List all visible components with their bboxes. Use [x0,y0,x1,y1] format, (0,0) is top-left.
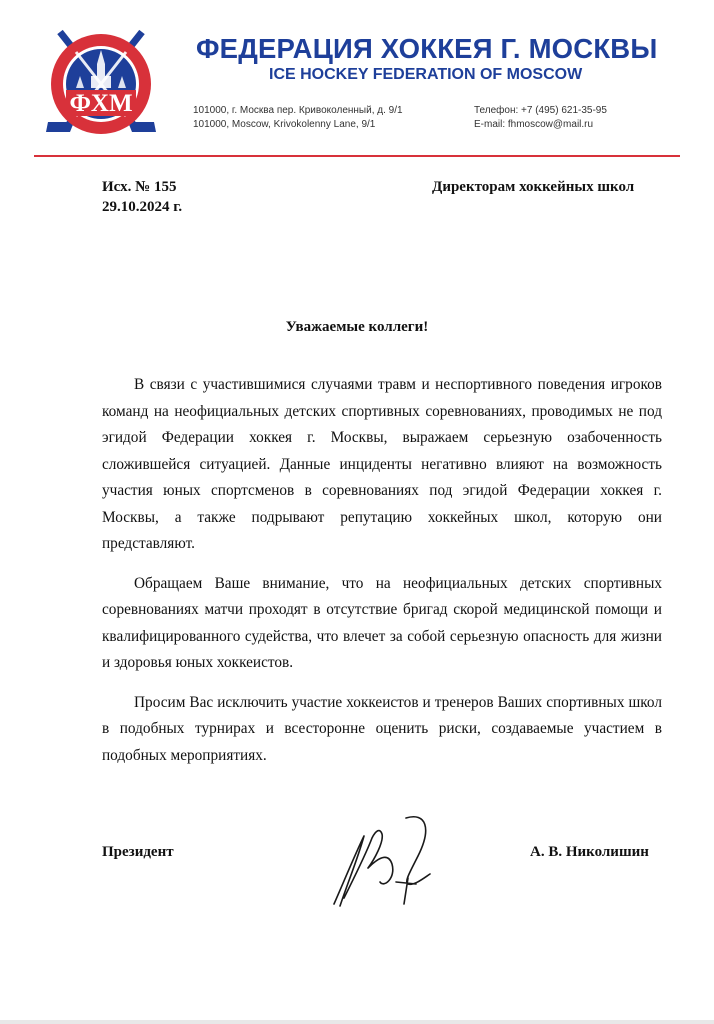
org-name-en: ICE HOCKEY FEDERATION OF MOSCOW [269,66,583,83]
reference-date: 29.10.2024 г. [102,199,183,215]
handwritten-signature-icon [322,808,452,912]
header-divider [34,155,680,157]
reference-block [102,177,182,217]
email: E-mail: fhmoscow@mail.ru [474,118,594,130]
contacts-block [474,104,607,131]
signatory-name: А. В. Николишин [530,844,649,860]
paragraph: Просим Вас исключить участие хоккеистов и тренеров Ваших спортивных школ в подобных турнирах и всесторонне оценить риски, создаваемые участием в подобных мероприятиях. [102,693,662,764]
phone: Телефон: +7 (495) 621-35-95 [474,105,607,116]
address-ru: 101000, г. Москва пер. Кривоколенный, д. 9/1 [193,105,403,116]
paragraph: В связи с участившимися случаями травм и неспортивного поведения игроков команд на неофициальных детских спортивных соревнованиях, проводимых не под эгидой Федерации хоккея г. Москвы, выражаем серьезную озабоченность сложившейся ситуацией. Данные инциденты негативно влияют на возможность участия юных спортсменов в соревнованиях под эгидой Федерации хоккея г. Москвы, а также подрывают репутацию хоккейных школ, которую они представляют. [102,376,662,552]
page-bottom-edge [0,1020,714,1024]
fhm-logo-icon [36,26,166,144]
salutation: Уважаемые коллеги! [285,319,429,335]
addressee: Директорам хоккейных школ [432,179,635,195]
signatory-title: Президент [102,844,174,860]
address-block [193,104,403,131]
paragraph: Обращаем Ваше внимание, что на неофициальных детских спортивных соревнованиях матчи проходят в отсутствие бригад скорой медицинской помощи и квалифицированного судейства, что влечет за собой серьезную опасность для жизни и здоровья юных хоккеистов. [102,574,662,671]
logo-text: ФХМ [69,90,133,117]
reference-number: Исх. № 155 [102,179,177,195]
address-en: 101000, Moscow, Krivokolenny Lane, 9/1 [193,118,376,130]
letter-body [102,372,662,782]
org-name-ru: ФЕДЕРАЦИЯ ХОККЕЯ Г. МОСКВЫ [196,33,658,64]
